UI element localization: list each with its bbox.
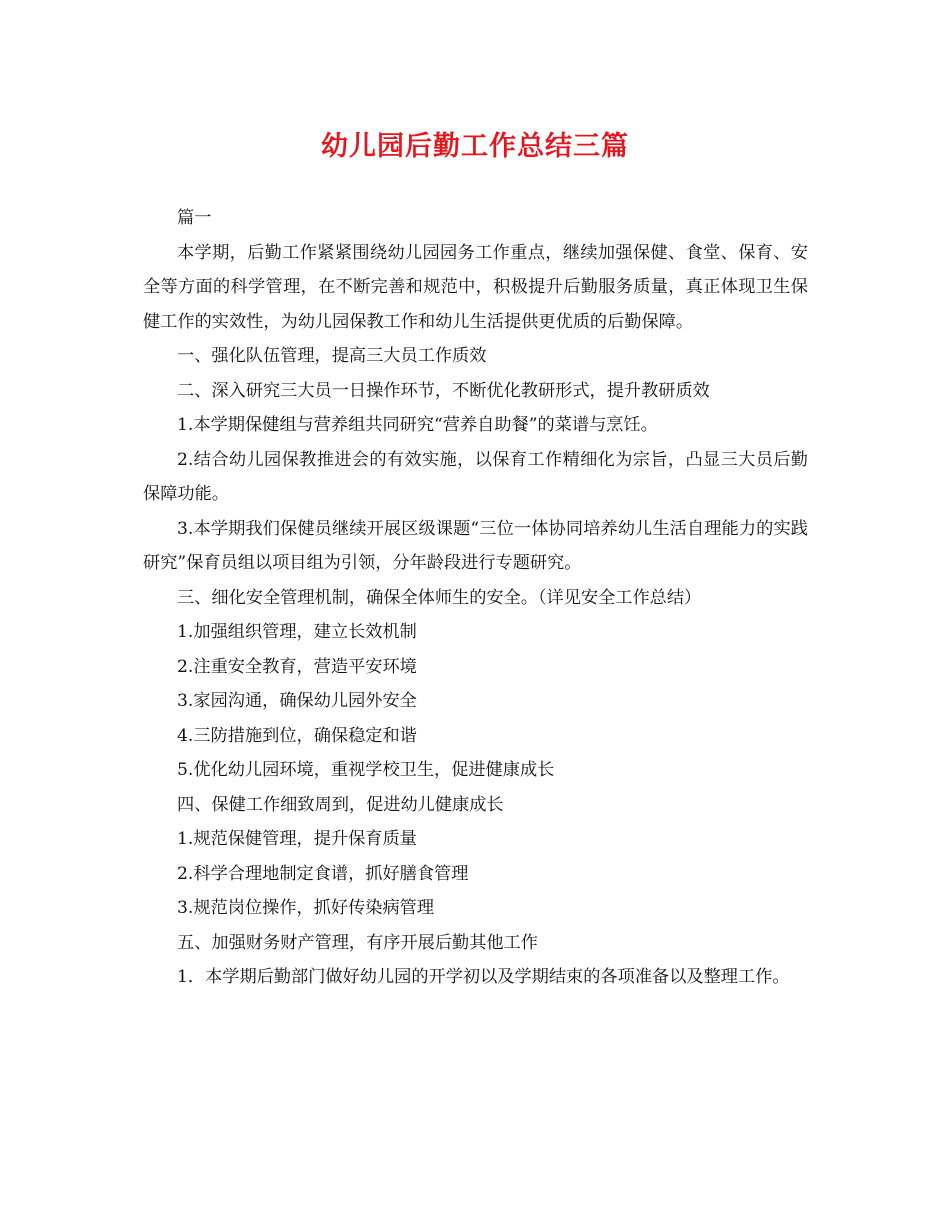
list-item: 4.三防措施到位，确保稳定和谐: [177, 725, 417, 746]
list-item: 1．本学期后勤部门做好幼儿园的开学初以及学期结束的各项准备以及整理工作。: [177, 967, 790, 987]
list-item: 5.优化幼儿园环境，重视学校卫生，促进健康成长: [177, 760, 555, 780]
section-heading: 一、强化队伍管理，提高三大员工作质效: [177, 346, 487, 366]
list-item: 3.家园沟通，确保幼儿园外安全: [177, 691, 417, 711]
list-item: 2.注重安全教育，营造平安环境: [177, 656, 417, 677]
list-item: 1.加强组织管理，建立长效机制: [177, 622, 417, 642]
section-heading: 四、保健工作细致周到，促进幼儿健康成长: [177, 794, 504, 815]
list-item: 3.规范岗位操作，抓好传染病管理: [177, 898, 435, 918]
section-heading: 二、深入研究三大员一日操作环节，不断优化教研形式，提升教研质效: [177, 380, 710, 401]
list-item: 2.科学合理地制定食谱，抓好膳食管理: [177, 863, 469, 884]
document-body: [143, 201, 808, 995]
list-item: 1.本学期保健组与营养组共同研究“营养自助餐”的菜谱与烹饪。: [177, 415, 658, 435]
section-heading: 三、细化安全管理机制，确保全体师生的安全。（详见安全工作总结）: [177, 587, 702, 608]
document-title: 幼儿园后勤工作总结三篇: [321, 131, 629, 162]
list-item: 2.结合幼儿园保教推进会的有效实施，以保育工作精细化为宗旨，凸显三大员后勤保障功能。: [143, 449, 808, 504]
list-item: 3.本学期我们保健员继续开展区级课题“三位一体协同培养幼儿生活自理能力的实践研究”保育员组以项目组为引领，分年龄段进行专题研究。: [143, 518, 808, 573]
section-heading: 五、加强财务财产管理，有序开展后勤其他工作: [177, 932, 538, 953]
intro-paragraph: 本学期，后勤工作紧紧围绕幼儿园园务工作重点，继续加强保健、食堂、保育、安全等方面的科学管理，在不断完善和规范中，积极提升后勤服务质量，真正体现卫生保健工作的实效性，为幼儿园保教工作和幼儿生活提供更优质的后勤保障。: [143, 242, 808, 332]
section-heading: 篇一: [177, 208, 212, 228]
list-item: 1.规范保健管理，提升保育质量: [177, 829, 417, 849]
